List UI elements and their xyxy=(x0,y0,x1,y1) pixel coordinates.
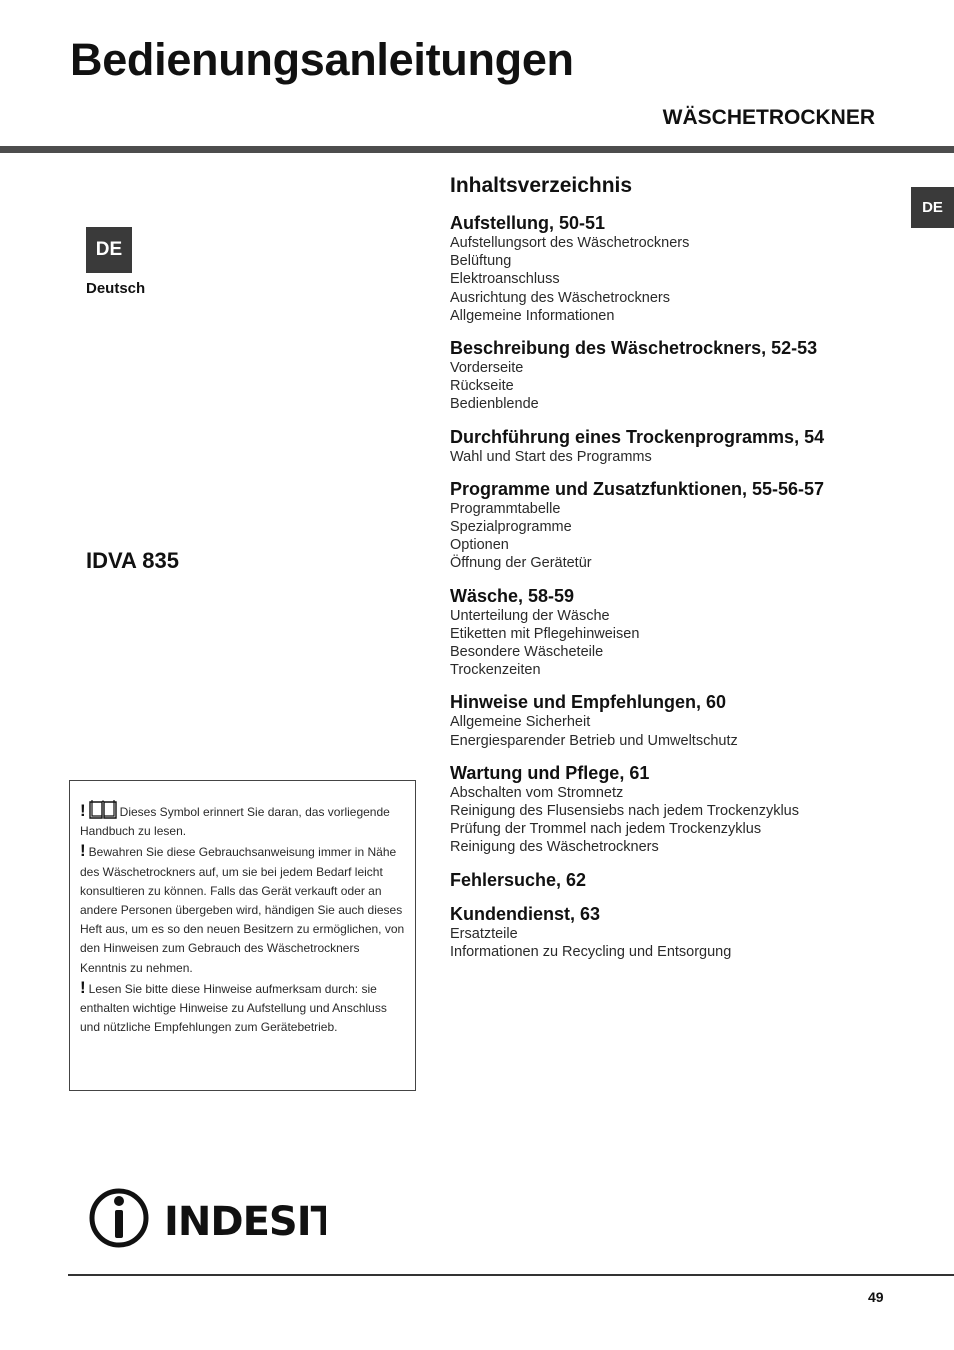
toc-subitem: Etiketten mit Pflegehinweisen xyxy=(450,625,640,642)
language-badge: DE xyxy=(86,227,132,273)
toc-section xyxy=(450,869,910,891)
toc-heading: Aufstellung, 50-51 xyxy=(450,213,606,233)
exclamation-icon: ! xyxy=(80,801,86,820)
toc-subitem: Wahl und Start des Programms xyxy=(450,448,652,465)
notice-paragraph xyxy=(80,978,405,1038)
header-divider xyxy=(0,146,954,153)
toc-subitem: Besondere Wäscheteile xyxy=(450,644,604,661)
toc-subitem: Bedienblende xyxy=(450,396,539,413)
toc-subitem: Unterteilung der Wäsche xyxy=(450,607,610,624)
toc-heading: Wartung und Pflege, 61 xyxy=(450,762,650,783)
notice-paragraph xyxy=(80,799,405,841)
toc-subitem: Elektroanschluss xyxy=(450,271,560,288)
toc-subitem: Allgemeine Sicherheit xyxy=(450,714,591,731)
toc-section xyxy=(450,337,910,414)
toc-section xyxy=(450,212,910,325)
toc-heading: Durchführung eines Trockenprogramms, 54 xyxy=(450,426,825,447)
notice-paragraph xyxy=(80,841,405,977)
toc-heading: Hinweise und Empfehlungen, 60 xyxy=(450,692,727,713)
toc-section xyxy=(450,691,910,749)
toc-subitem: Informationen zu Recycling und Entsorgung xyxy=(450,943,732,960)
toc-subitem: Ersatzteile xyxy=(450,925,518,942)
brand-logo xyxy=(86,1184,326,1259)
language-side-tab: DE xyxy=(911,187,954,228)
brand-name: INDESIT xyxy=(164,1199,326,1245)
notice-box xyxy=(69,780,416,1091)
toc-section xyxy=(450,585,910,680)
notice-text: Dieses Symbol erinnert Sie daran, das vorliegende Handbuch zu lesen. xyxy=(80,805,390,839)
table-of-contents xyxy=(450,173,910,973)
page-title: Bedienungsanleitungen xyxy=(70,34,574,85)
toc-subitem: Belüftung xyxy=(450,253,512,270)
toc-subitem: Spezialprogramme xyxy=(450,519,572,536)
notice-text: Bewahren Sie diese Gebrauchsanweisung immer in Nähe des Wäschetrockners auf, um sie bei jedem Bedarf leicht konsultieren zu können. Falls das Gerät verkauft oder an andere Personen übergeben wird, händigen Sie auch dieses Heft aus, um es so den neuen Besitzern zu ermöglichen, von den Hinweisen zum Gebrauch des Wäschetrockners Kenntnis zu nehmen. xyxy=(80,845,405,975)
indesit-logo-icon xyxy=(86,1184,326,1254)
toc-heading: Wäsche, 58-59 xyxy=(450,585,575,606)
toc-section xyxy=(450,478,910,573)
toc-subitem: Vorderseite xyxy=(450,360,524,377)
book-icon xyxy=(89,799,117,819)
toc-subitem: Ausrichtung des Wäschetrockners xyxy=(450,289,671,306)
toc-subitem: Programmtabelle xyxy=(450,500,561,517)
toc-heading: Fehlersuche, 62 xyxy=(450,869,587,890)
page-number: 49 xyxy=(868,1289,884,1305)
toc-heading: Beschreibung des Wäschetrockners, 52-53 xyxy=(450,338,818,359)
toc-subitem: Rückseite xyxy=(450,378,514,395)
notice-text: Lesen Sie bitte diese Hinweise aufmerksam durch: sie enthalten wichtige Hinweise zu Aufstellung und Anschluss und nützliche Empfehlungen zum Gerätebetrieb. xyxy=(80,981,387,1035)
toc-heading: Kundendienst, 63 xyxy=(450,903,601,924)
product-category: WÄSCHETROCKNER xyxy=(662,106,875,129)
model-name: IDVA 835 xyxy=(86,548,179,573)
toc-section xyxy=(450,426,910,466)
toc-section xyxy=(450,903,910,961)
toc-subitem: Reinigung des Flusensiebs nach jedem Trockenzyklus xyxy=(450,803,799,820)
toc-title: Inhaltsverzeichnis xyxy=(450,174,633,197)
toc-subitem: Trockenzeiten xyxy=(450,662,541,679)
footer-divider xyxy=(68,1274,954,1276)
toc-subitem: Öffnung der Gerätetür xyxy=(450,555,592,572)
toc-subitem: Aufstellungsort des Wäschetrockners xyxy=(450,235,690,251)
toc-subitem: Reinigung des Wäschetrockners xyxy=(450,839,659,856)
toc-subitem: Energiesparender Betrieb und Umweltschutz xyxy=(450,732,738,749)
toc-subitem: Optionen xyxy=(450,537,509,554)
exclamation-icon: ! xyxy=(80,841,86,861)
toc-subitem: Allgemeine Informationen xyxy=(450,307,615,324)
exclamation-icon: ! xyxy=(80,977,86,997)
toc-subitem: Abschalten vom Stromnetz xyxy=(450,784,624,801)
toc-subitem: Prüfung der Trommel nach jedem Trockenzyklus xyxy=(450,821,762,838)
language-name: Deutsch xyxy=(86,280,146,297)
toc-section xyxy=(450,762,910,857)
toc-heading: Programme und Zusatzfunktionen, 55-56-57 xyxy=(450,478,825,499)
toc-sections xyxy=(450,212,910,961)
